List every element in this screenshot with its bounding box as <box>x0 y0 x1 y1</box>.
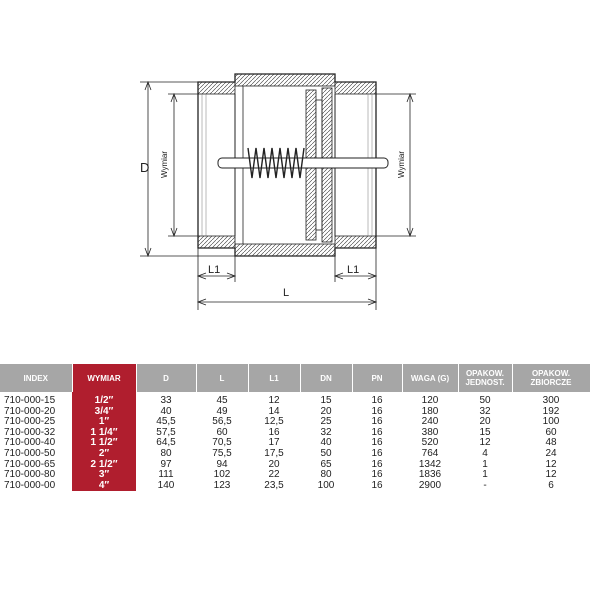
cell-opakow-jednost: 4 <box>482 447 488 459</box>
table-row <box>0 460 590 471</box>
cell-opakow-zbiorcze: 12 <box>545 469 557 481</box>
cell-d: 45,5 <box>156 416 176 428</box>
table-row <box>0 428 590 439</box>
cell-index: 710-000-50 <box>4 447 56 459</box>
cell-index: 710-000-20 <box>4 405 56 417</box>
cell-wymiar: 1 1/4″ <box>72 428 136 439</box>
cell-l1: 20 <box>268 458 280 470</box>
column-header-pn: PN <box>352 364 402 392</box>
cell-pn: 16 <box>371 458 383 470</box>
cell-opakow-zbiorcze: 48 <box>545 437 557 449</box>
cell-waga: 120 <box>421 395 439 406</box>
cell-d: 57,5 <box>156 426 176 438</box>
cell-opakow-jednost: 50 <box>479 395 491 406</box>
cell-opakow-zbiorcze: 60 <box>545 426 557 438</box>
cell-waga: 180 <box>421 405 439 417</box>
cell-index: 710-000-32 <box>4 426 56 438</box>
cell-opakow-jednost: 1 <box>482 469 488 481</box>
cell-opakow-jednost: - <box>483 479 487 491</box>
cell-waga: 520 <box>421 437 439 449</box>
dimension-wymiar-left <box>168 94 198 236</box>
cell-wymiar: 3/4″ <box>72 407 136 418</box>
table-row <box>0 392 590 407</box>
cell-index: 710-000-00 <box>4 479 56 491</box>
cell-l1: 14 <box>268 405 280 417</box>
cell-index: 710-000-80 <box>4 469 56 481</box>
cell-l: 70,5 <box>212 437 232 449</box>
cell-d: 140 <box>157 479 175 491</box>
cell-pn: 16 <box>371 469 383 481</box>
cell-pn: 16 <box>371 447 383 459</box>
cell-d: 97 <box>160 458 172 470</box>
cell-index: 710-000-40 <box>4 437 56 449</box>
table-row <box>0 438 590 449</box>
cell-l1: 17 <box>268 437 280 449</box>
cell-d: 111 <box>158 469 174 481</box>
cell-waga: 764 <box>421 447 439 459</box>
dimension-wymiar-left-label: Wymiar <box>160 150 169 178</box>
cell-waga: 2900 <box>418 479 442 491</box>
cell-opakow-zbiorcze: 24 <box>545 447 557 459</box>
cell-d: 40 <box>160 405 172 417</box>
table-row <box>0 417 590 428</box>
cell-l: 49 <box>216 405 228 417</box>
cell-opakow-zbiorcze: 6 <box>548 479 554 491</box>
column-header-index: INDEX <box>0 364 72 392</box>
cell-l: 94 <box>216 458 228 470</box>
table-body <box>0 392 590 491</box>
cell-dn: 15 <box>320 395 332 406</box>
cell-waga: 1836 <box>418 469 442 481</box>
cell-l: 123 <box>213 479 231 491</box>
cell-dn: 20 <box>320 405 332 417</box>
cell-opakow-jednost: 1 <box>482 458 488 470</box>
cell-opakow-jednost: 32 <box>479 405 491 417</box>
cell-wymiar: 1/2″ <box>72 392 136 407</box>
dimension-D <box>140 82 235 256</box>
cell-index: 710-000-25 <box>4 416 56 428</box>
cell-opakow-zbiorcze: 12 <box>545 458 557 470</box>
cell-dn: 40 <box>320 437 332 449</box>
cell-l: 45 <box>216 395 228 406</box>
cell-dn: 25 <box>320 416 332 428</box>
dimension-L1-left <box>198 248 235 310</box>
dimension-L-label: L <box>283 287 290 299</box>
cell-pn: 16 <box>371 395 383 406</box>
cell-dn: 100 <box>317 479 335 491</box>
column-header-dn: DN <box>300 364 352 392</box>
column-header-d: D <box>136 364 196 392</box>
cell-d: 80 <box>160 447 172 459</box>
cell-d: 33 <box>160 395 172 406</box>
cell-wymiar: 3″ <box>72 470 136 481</box>
cell-l: 56,5 <box>212 416 232 428</box>
cell-opakow-zbiorcze: 192 <box>542 405 560 417</box>
column-header-opakow-zbiorcze: OPAKOW. ZBIORCZE <box>512 364 590 392</box>
cell-l: 75,5 <box>212 447 232 459</box>
column-header-l: L <box>196 364 248 392</box>
cell-opakow-jednost: 20 <box>479 416 491 428</box>
table-row <box>0 449 590 460</box>
cell-wymiar: 1″ <box>72 417 136 428</box>
cell-dn: 65 <box>320 458 332 470</box>
cell-l1: 23,5 <box>264 479 284 491</box>
cell-wymiar: 1 1/2″ <box>72 438 136 449</box>
column-header-wymiar: WYMIAR <box>72 364 136 392</box>
cell-pn: 16 <box>371 426 383 438</box>
column-header-opakow-jednost: OPAKOW. JEDNOST. <box>458 364 512 392</box>
cell-l1: 16 <box>268 426 280 438</box>
dimension-L <box>198 299 376 305</box>
cell-waga: 240 <box>421 416 439 428</box>
table-row <box>0 407 590 418</box>
table-row <box>0 470 590 481</box>
dimension-L1-right <box>335 248 376 310</box>
dimension-wymiar-right-label: Wymiar <box>397 150 406 178</box>
cell-l: 102 <box>213 469 231 481</box>
cell-dn: 80 <box>320 469 332 481</box>
column-header-l1: L1 <box>248 364 300 392</box>
cell-index: 710-000-65 <box>4 458 56 470</box>
cell-wymiar: 4″ <box>72 481 136 492</box>
cell-pn: 16 <box>371 479 383 491</box>
table-header-row <box>0 364 590 392</box>
cell-dn: 50 <box>320 447 332 459</box>
cell-l1: 12 <box>268 395 280 406</box>
cell-dn: 32 <box>320 426 332 438</box>
cell-l: 60 <box>216 426 228 438</box>
cell-d: 64,5 <box>156 437 176 449</box>
cell-opakow-zbiorcze: 300 <box>542 395 560 406</box>
dimension-L1-right-label: L1 <box>347 264 360 276</box>
cell-pn: 16 <box>371 416 383 428</box>
cell-pn: 16 <box>371 437 383 449</box>
cell-l1: 12,5 <box>264 416 284 428</box>
cell-wymiar: 2 1/2″ <box>72 460 136 471</box>
cell-index: 710-000-15 <box>4 395 56 406</box>
cell-waga: 1342 <box>418 458 442 470</box>
cell-opakow-zbiorcze: 100 <box>542 416 560 428</box>
cell-opakow-jednost: 15 <box>479 426 491 438</box>
cell-opakow-jednost: 12 <box>479 437 491 449</box>
cell-wymiar: 2″ <box>72 449 136 460</box>
cell-pn: 16 <box>371 405 383 417</box>
dimension-D-label: D <box>140 160 150 175</box>
table-row <box>0 481 590 492</box>
specification-table <box>0 364 590 491</box>
cell-l1: 22 <box>268 469 280 481</box>
cell-l1: 17,5 <box>264 447 284 459</box>
column-header-waga: WAGA (G) <box>402 364 458 392</box>
dimension-L1-left-label: L1 <box>208 264 221 276</box>
cell-waga: 380 <box>421 426 439 438</box>
